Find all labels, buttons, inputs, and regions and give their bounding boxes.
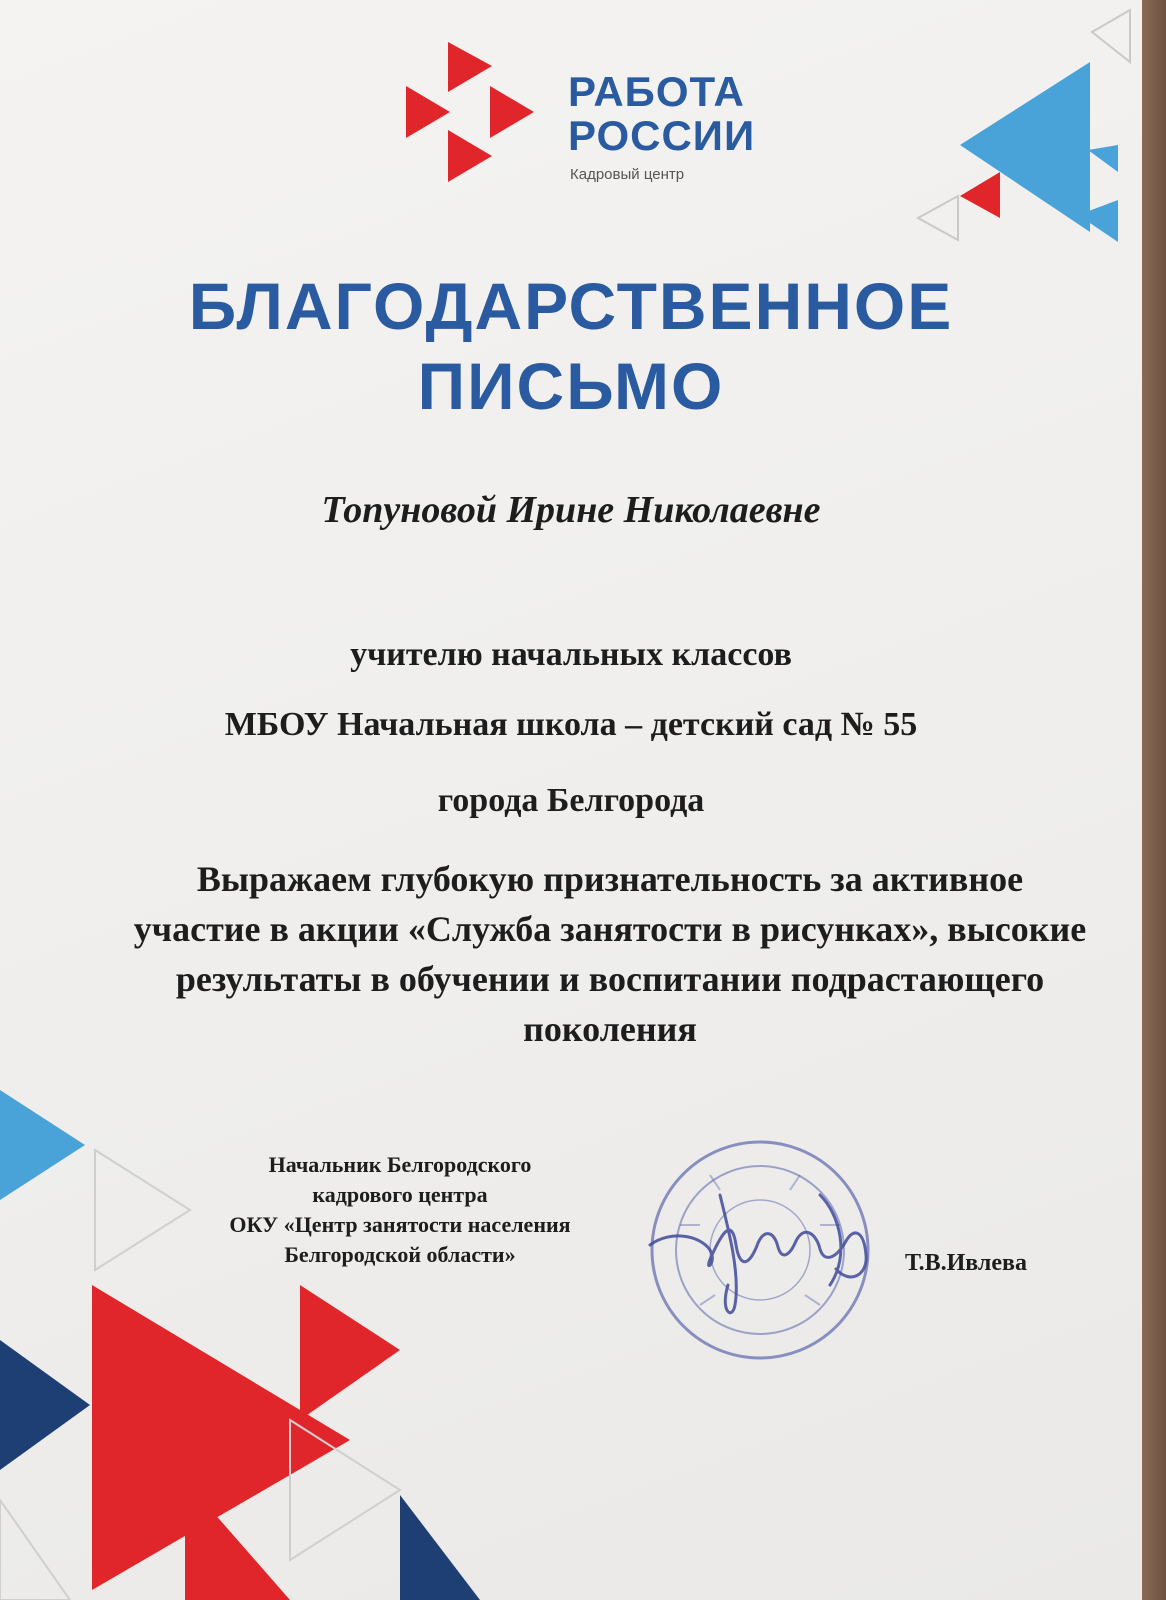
logo-subtitle: Кадровый центр: [570, 166, 685, 183]
title-line-2: ПИСЬМО: [417, 349, 725, 423]
official-stamp-icon: [640, 1135, 880, 1375]
signature-line-2: кадрового центра: [312, 1182, 488, 1207]
recipient-position: учителю начальных классов: [350, 636, 792, 673]
table-background: [1142, 0, 1166, 1600]
title-line-1: БЛАГОДАРСТВЕННОЕ: [188, 269, 954, 343]
recipient-organization: МБОУ Начальная школа – детский сад № 55: [224, 706, 918, 743]
recipient-city: города Белгорода: [437, 782, 705, 819]
logo: [568, 70, 755, 183]
signer-name: Т.В.Ивлева: [905, 1250, 1028, 1276]
recipient-name: Топуновой Ирине Николаевне: [321, 489, 821, 531]
signature-line-4: Белгородской области»: [284, 1242, 516, 1267]
signature-title: [120, 1150, 680, 1270]
handwritten-signature-icon: [650, 1195, 866, 1313]
gratitude-text: Выражаем глубокую признательность за активное участие в акции «Служба занятости в рисунках», высокие результаты в обучении и воспитании подрастающего поколения: [133, 859, 1087, 1049]
signature-line-3: ОКУ «Центр занятости населения: [229, 1212, 571, 1237]
logo-line-2: РОССИИ: [568, 112, 756, 159]
logo-icon: [406, 42, 534, 182]
logo-line-1: РАБОТА: [568, 68, 745, 115]
signature-line-1: Начальник Белгородского: [268, 1152, 532, 1177]
